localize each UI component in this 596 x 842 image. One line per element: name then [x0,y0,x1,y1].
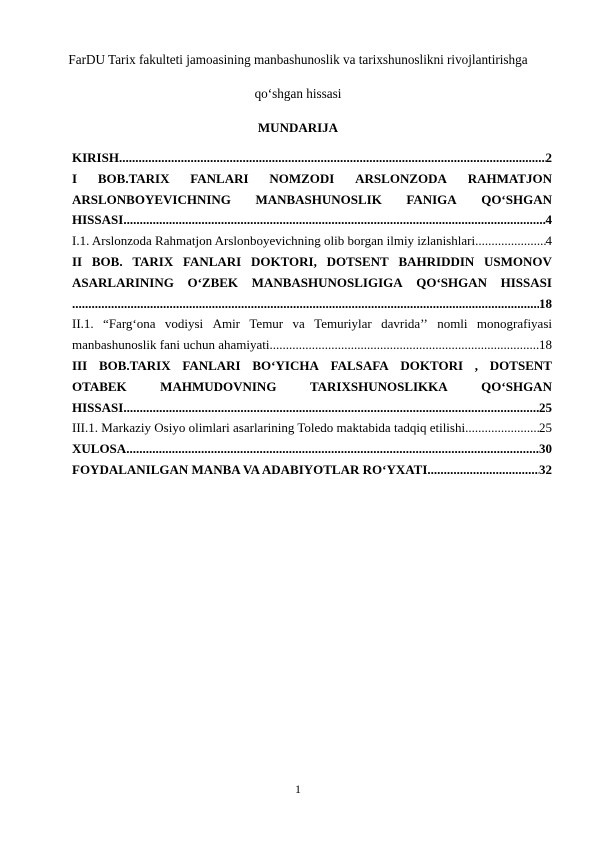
toc-entry-text: HISSASI [72,399,124,415]
table-of-contents [72,148,552,481]
toc-word: MAHMUDOVNING [160,378,277,394]
toc-word: BOB.TARIX [97,170,170,186]
toc-leader-dots [465,418,539,439]
toc-page-number: 2 [545,150,552,165]
toc-word: DOTSENT [326,253,389,269]
toc-page-number: 18 [539,295,552,311]
toc-word: USMONOV [484,253,552,269]
toc-word: BAHRIDDIN [398,253,475,269]
toc-page-number: 4 [545,212,552,228]
toc-word: OTABEK [72,378,127,394]
toc-word: ASARLARINING [72,274,174,290]
toc-entry-chapter-3-line-2 [72,377,552,398]
toc-entry-section-3-1 [72,418,552,439]
toc-entry-text: FOYDALANILGAN MANBA VA ADABIYOTLAR RO‘YXATI [72,461,428,477]
toc-leader-dots [126,439,539,460]
toc-leader-dots [269,335,539,356]
toc-word: TARIX [132,253,174,269]
document-title-line-1: FarDU Tarix fakulteti jamoasining manbashunoslik va tarixshunoslikni rivojlantirishga [68,52,528,67]
toc-word: FALSAFA [330,357,389,373]
toc-leader-dots [123,210,545,231]
toc-word: ARSLONBOYEVICHNING [72,191,231,207]
toc-entry-text: III.1. Markaziy Osiyo olimlari asarlarining Toledo maktabida tadqiq etilishi [72,420,466,436]
contents-heading: MUNDARIJA [257,120,339,135]
toc-word: FANLARI [190,170,249,186]
toc-entry-section-2-1-line-2 [72,335,552,356]
toc-page-number: 30 [539,441,552,457]
document-title-line-2: qo‘shgan hissasi [254,86,342,101]
toc-word: MANBASHUNOSLIK [255,191,382,207]
toc-word: FANIGA [406,191,457,207]
toc-word: QO‘SHGAN [481,378,552,394]
toc-word: RAHMATJON [467,170,552,186]
toc-entry-text: I.1. Arslonzoda Rahmatjon Arslonboyevichning olib borgan ilmiy izlanishlari [72,233,476,249]
toc-word: FANLARI [182,357,241,373]
toc-entry-references [72,460,552,481]
toc-word: “Farg‘ona [103,316,156,332]
toc-entry-kirish [72,148,552,169]
toc-page-number: 32 [539,461,552,477]
toc-entry-chapter-2-line-3 [72,294,552,315]
toc-leader-dots [475,231,545,252]
toc-page-number: 25 [539,399,552,415]
toc-page-number: 18 [539,337,552,353]
toc-word: BOB.TARIX [98,357,171,373]
toc-word: ARSLONZODA [355,170,447,186]
toc-word: nomli [437,316,468,332]
toc-leader-dots [72,294,539,315]
toc-word: QO‘SHGAN [416,274,488,290]
toc-entry-chapter-1-line-1 [72,169,552,190]
toc-word: DOKTORI [400,357,464,373]
toc-word: davrida’’ [381,316,428,332]
toc-word: III [72,357,88,373]
toc-entry-chapter-3-line-1 [72,356,552,377]
toc-entry-text: KIRISH [72,150,119,165]
toc-word: , [474,357,479,373]
toc-entry-section-2-1-line-1 [72,314,552,335]
toc-word: BO‘YICHA [252,357,319,373]
toc-entry-chapter-2-line-2 [72,273,552,294]
toc-word: QO‘SHGAN [481,191,552,207]
toc-word: Temuriylar [314,316,372,332]
toc-word: monografiyasi [476,316,552,332]
toc-word: FANLARI [182,253,242,269]
toc-word: BOB. [91,253,123,269]
toc-word: DOKTORI, [250,253,317,269]
toc-entry-section-1-1 [72,231,552,252]
toc-word: II.1. [72,316,94,332]
toc-word: Amir [212,316,241,332]
toc-word: II [72,253,83,269]
toc-leader-dots [427,460,539,481]
toc-entry-chapter-3-line-3 [72,398,552,419]
toc-word: TARIXSHUNOSLIKKA [309,378,448,394]
toc-page-number: 4 [545,233,552,249]
toc-entry-chapter-1-line-3 [72,210,552,231]
toc-word: vodiysi [164,316,204,332]
toc-entry-text: XULOSA [72,441,127,457]
toc-entry-text: HISSASI [72,212,124,228]
toc-word: NOMZODI [269,170,335,186]
toc-leader-dots [123,398,539,419]
toc-word: va [292,316,305,332]
toc-entry-chapter-2-line-1 [72,252,552,273]
toc-word: DOTSENT [489,357,552,373]
toc-entry-xulosa [72,439,552,460]
toc-entry-text: manbashunoslik fani uchun ahamiyati [72,337,270,353]
toc-word: I [72,170,78,186]
toc-word: Temur [249,316,284,332]
page-number: 1 [295,782,301,796]
toc-entry-chapter-1-line-2 [72,190,552,211]
toc-leader-dots [119,148,546,169]
toc-page-number: 25 [539,420,552,436]
toc-word: HISSASI [500,274,552,290]
toc-word: O‘ZBEK [187,274,239,290]
toc-word: MANBASHUNOSLIGIGA [251,274,403,290]
